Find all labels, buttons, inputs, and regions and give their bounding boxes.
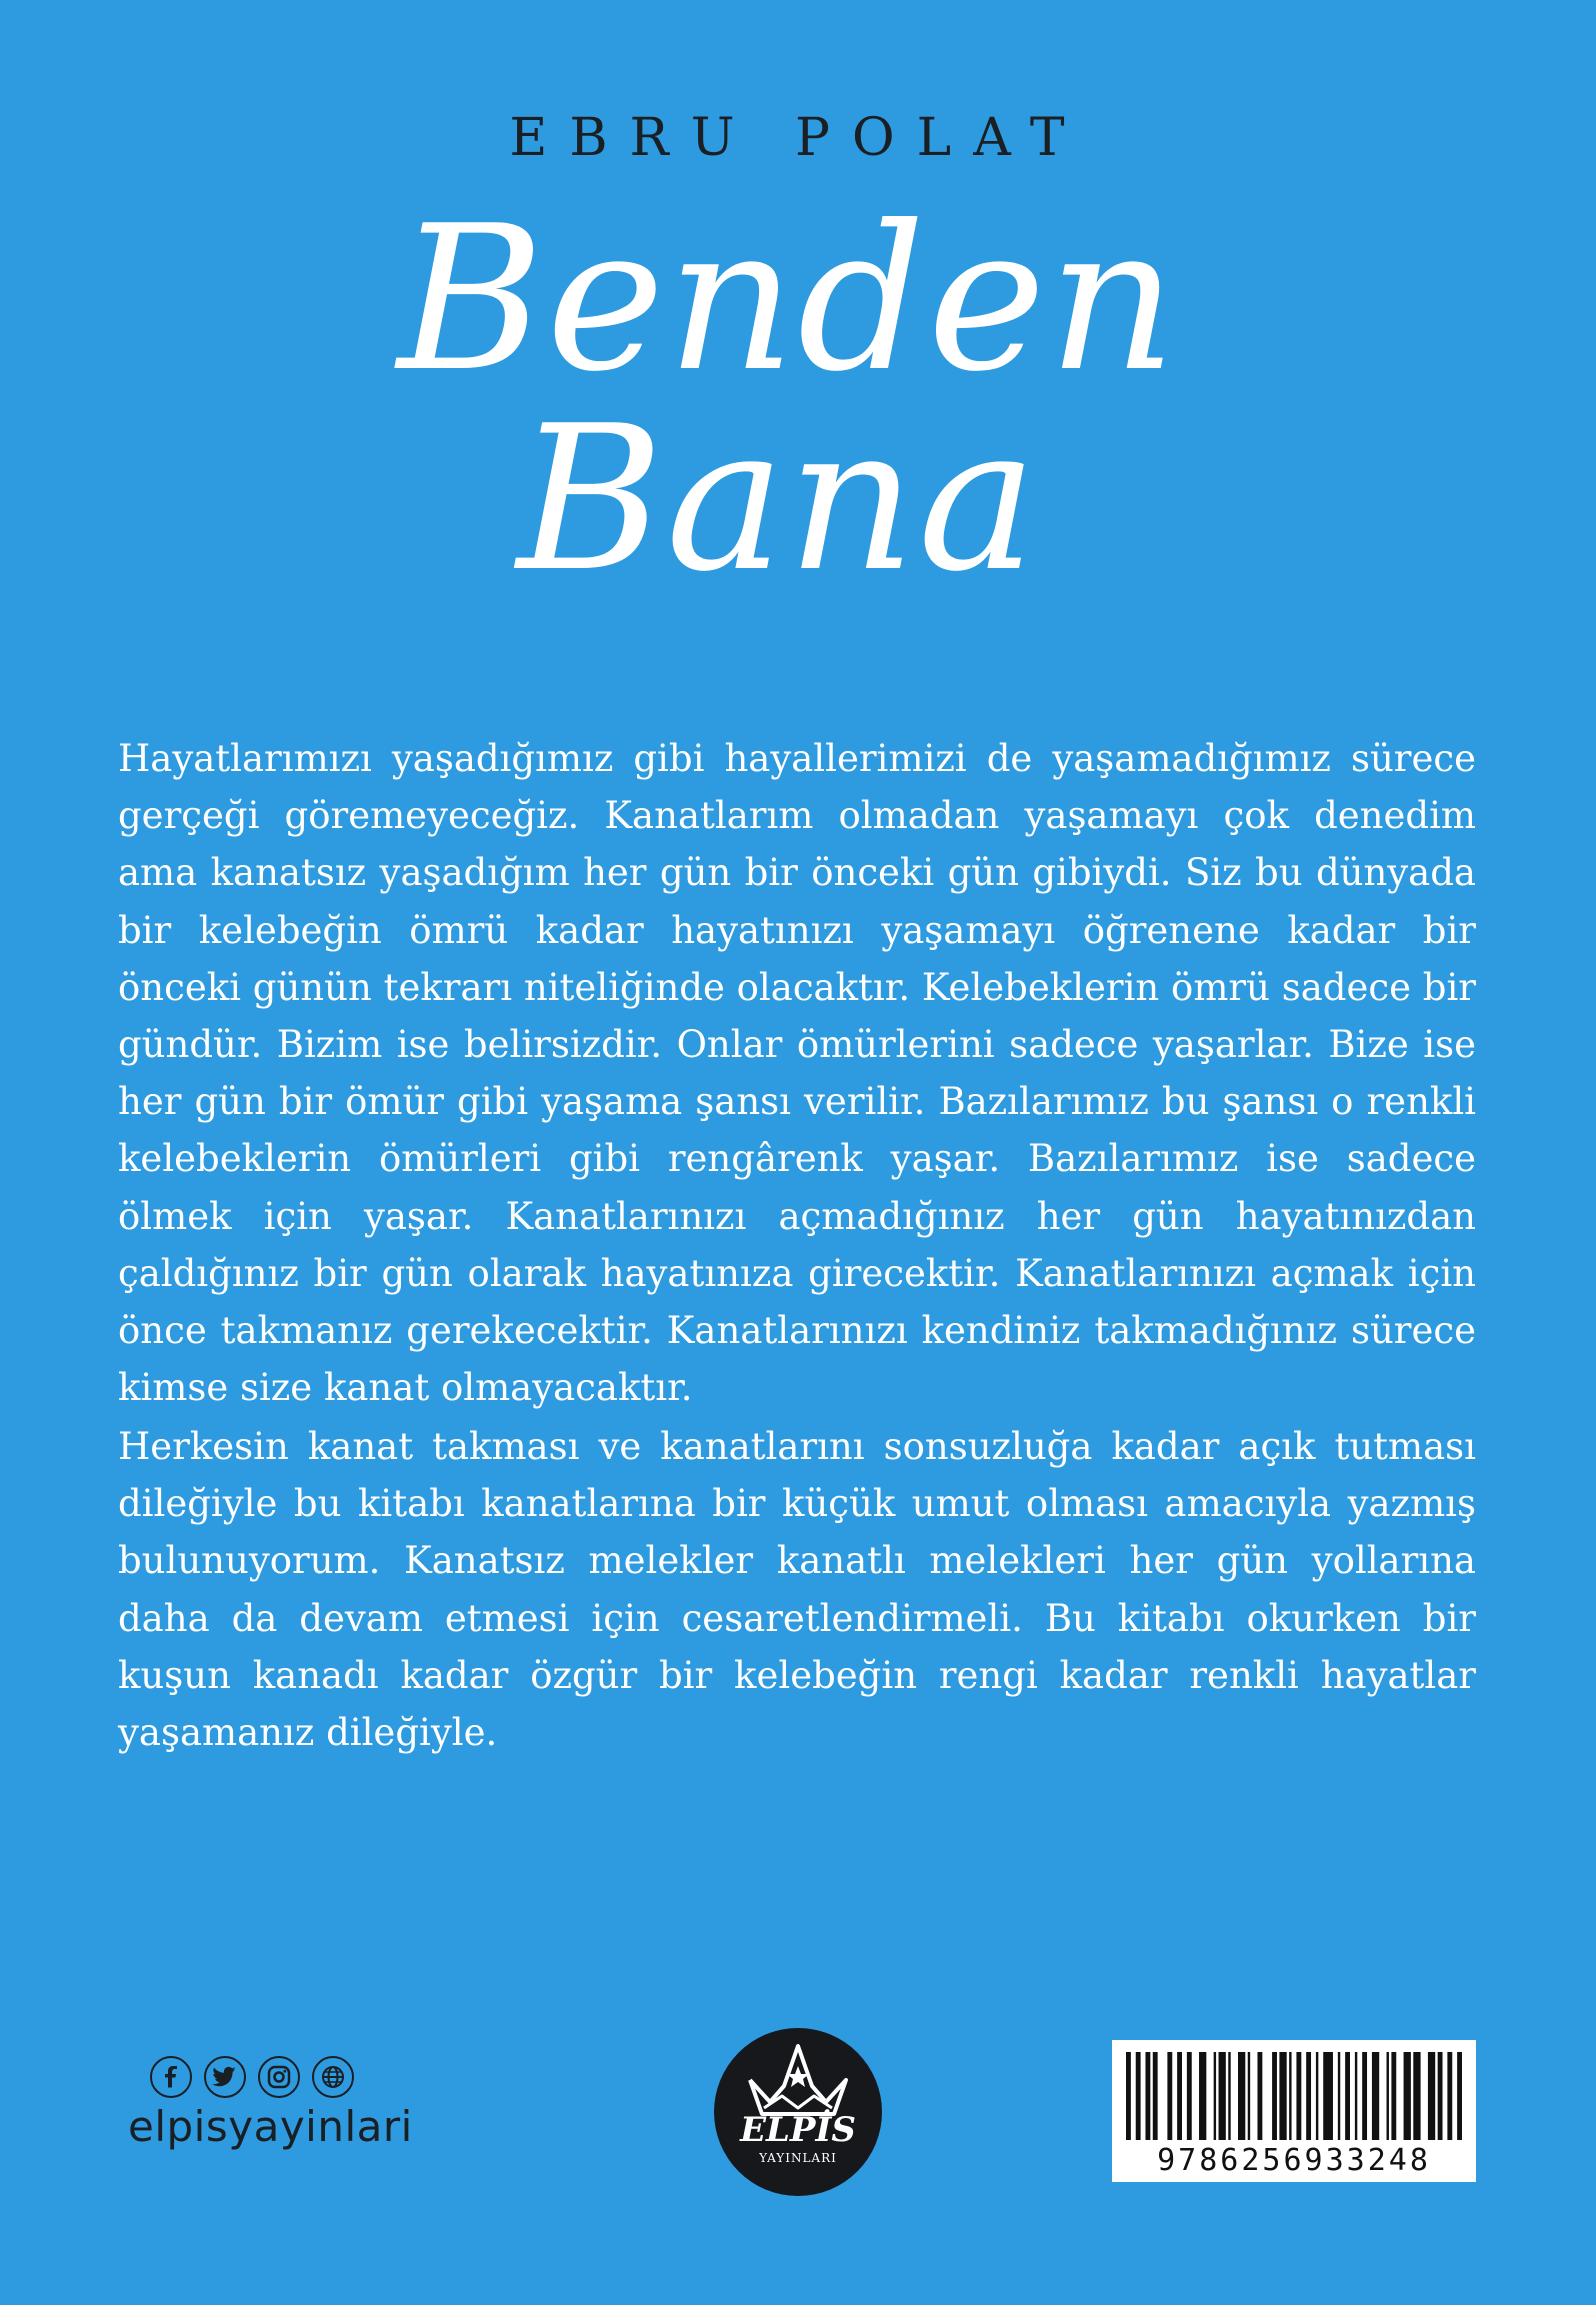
barcode-bar — [1413, 2052, 1420, 2140]
facebook-icon[interactable] — [150, 2056, 192, 2098]
barcode-bar — [1228, 2052, 1230, 2140]
barcode-bar — [1438, 2052, 1443, 2140]
barcode-bar — [1248, 2052, 1250, 2140]
isbn-barcode — [1112, 2040, 1476, 2182]
barcode-bar — [1428, 2052, 1435, 2140]
barcode-bar — [1272, 2052, 1277, 2140]
barcode-bar — [1257, 2052, 1262, 2140]
barcode-bar — [1323, 2052, 1333, 2140]
barcode-bar — [1316, 2052, 1318, 2140]
blurb-paragraph-1: Hayatlarımızı yaşadığımız gibi hayallerimizi de yaşamadığımız sürece gerçeği göremeyeceğiz. Kanatlarım olmadan yaşamayı çok denedim ama kanatsız yaşadığım her gün bir önceki gün gibiydi. Siz bu dünyada bir kelebeğin ömrü kadar hayatınızı yaşamayı öğrenene kadar bir önceki günün tekrarı niteliğinde olacaktır. Kelebeklerin ömrü sadece bir gündür. Bizim ise belirsizdir. Onlar ömürlerini sadece yaşarlar. Bize ise her gün bir ömür gibi yaşama şansı verilir. Bazılarımız bu şansı o renkli kelebeklerin ömürleri gibi rengârenk yaşar. Bazılarımız ise sadece ölmek için yaşar. Kanatlarınızı açmadığınız her gün hayatınızdan çaldığınız bir gün olarak hayatınıza girecektir. Kanatlarınızı açmak için önce takmanız gerekecektir. Kanatlarınızı kendiniz takmadığınız sürece kimse size kanat olmayacaktır. — [118, 737, 1476, 1410]
author-name: EBRU POLAT — [509, 108, 1087, 168]
barcode-bar — [1391, 2052, 1396, 2140]
barcode-bar — [1279, 2052, 1286, 2140]
barcode-bar — [1404, 2052, 1411, 2140]
book-title-line-1: Benden — [397, 183, 1179, 416]
barcode-bar — [1457, 2052, 1462, 2140]
barcode-bar — [1289, 2052, 1291, 2140]
barcode-bar — [1219, 2052, 1226, 2140]
barcode-bar — [1387, 2052, 1389, 2140]
barcode-bar — [1355, 2052, 1357, 2140]
barcode-bar — [1306, 2052, 1311, 2140]
barcode-bar — [1362, 2052, 1367, 2140]
publisher-name: ELPİS — [740, 2110, 856, 2150]
barcode-bar — [1126, 2052, 1131, 2140]
barcode-bar — [1447, 2052, 1452, 2140]
barcode-bar — [1187, 2052, 1192, 2140]
globe-icon[interactable] — [312, 2056, 354, 2098]
social-icons — [150, 2056, 354, 2098]
barcode-bar — [1296, 2052, 1301, 2140]
barcode-bar — [1153, 2052, 1158, 2140]
barcode-bar — [1345, 2052, 1350, 2140]
barcode-bar — [1238, 2052, 1245, 2140]
publisher-subtitle: YAYINLARI — [759, 2151, 837, 2165]
twitter-icon[interactable] — [204, 2056, 246, 2098]
barcode-bar — [1338, 2052, 1340, 2140]
barcode-bar — [1372, 2052, 1379, 2140]
barcode-bar — [1214, 2052, 1216, 2140]
social-handle: elpisyayinlari — [128, 2102, 413, 2151]
barcode-bar — [1136, 2052, 1141, 2140]
barcode-bar — [1177, 2052, 1182, 2140]
book-title-line-2: Bana — [516, 383, 1040, 616]
barcode-bar — [1199, 2052, 1206, 2140]
publisher-logo — [714, 2028, 882, 2196]
barcode-bar — [1167, 2052, 1172, 2140]
isbn-number: 9786256933248 — [1157, 2143, 1431, 2178]
instagram-icon[interactable] — [258, 2056, 300, 2098]
barcode-bar — [1145, 2052, 1150, 2140]
blurb-paragraph-2: Herkesin kanat takması ve kanatlarını sonsuzluğa kadar açık tutması dileğiyle bu kitabı kanatlarına bir küçük umut olması amacıyla yazmış bulunuyorum. Kanatsız melekler kanatlı melekleri her gün yollarına daha da devam etmesi için cesaretlendirmeli. Bu kitabı okurken bir kuşun kanadı kadar özgür bir kelebeğin rengi kadar renkli hayatlar yaşamanız dileğiyle. — [118, 1425, 1476, 1755]
